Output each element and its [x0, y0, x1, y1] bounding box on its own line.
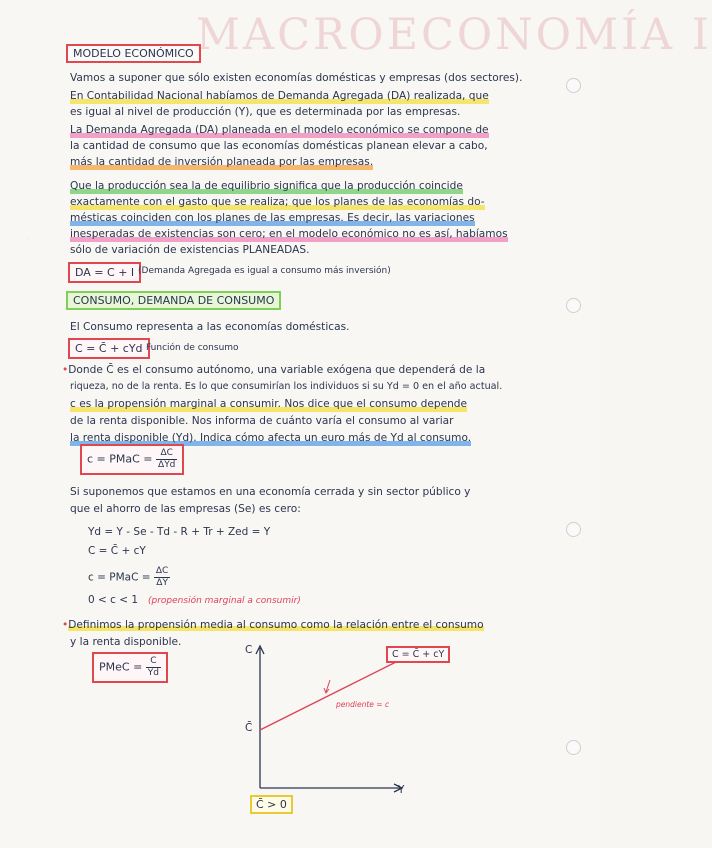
text-line: La Demanda Agregada (DA) planeada en el modelo económico se compone de	[70, 124, 489, 136]
text-line: sólo de variación de existencias PLANEADAS.	[70, 244, 310, 256]
text-line: inesperadas de existencias son cero; en el modelo económico no es así, habíamos	[70, 228, 508, 240]
text-line: es igual al nivel de producción (Y), que es determinada por las empresas.	[70, 106, 461, 118]
y-axis-label: C	[245, 644, 253, 656]
slope-label: pendiente = c	[336, 700, 390, 709]
fraction-numerator: C	[146, 656, 161, 668]
bullet-icon: •	[62, 364, 69, 376]
consumption-graph	[230, 640, 430, 800]
text-line: riqueza, no de la renta. Es lo que consumirían los individuos si su Yd = 0 en el año actual.	[70, 381, 503, 392]
consumption-line	[260, 662, 396, 730]
text-line: y la renta disponible.	[70, 636, 182, 648]
text-line: c es la propensión marginal a consumir. Nos dice que el consumo depende	[70, 398, 468, 410]
fraction-numerator: ΔC	[156, 448, 177, 460]
binder-hole	[566, 298, 581, 313]
formula-pmec: PMeC = $\frac{C}{Yd}$	[92, 652, 168, 683]
formula-consumption-function: C = C̄ + cYd	[68, 338, 150, 359]
formula-note: (Demanda Agregada es igual a consumo más inversión)	[138, 266, 391, 276]
text-line: más la cantidad de inversión planeada por las empresas.	[70, 156, 374, 168]
formula-pmac: c = PMaC = $\frac{\Delta C}{\text{ΔYd}}$	[80, 444, 184, 475]
fraction-denominator: ΔY	[156, 578, 168, 588]
text-line: mésticas coinciden con los planes de las empresas. Es decir, las variaciones	[70, 212, 475, 224]
condition-box: C̄ > 0	[250, 795, 293, 814]
binder-hole	[566, 740, 581, 755]
graph-line-label: C = C̄ + cY	[386, 646, 450, 663]
text-line: que el ahorro de las empresas (Se) es cero:	[70, 503, 301, 515]
formula-note: Función de consumo	[146, 343, 239, 353]
binder-hole	[566, 78, 581, 93]
fraction-numerator: ΔC	[155, 566, 169, 576]
section-heading-modelo: MODELO ECONÓMICO	[66, 44, 201, 63]
equation-disposable-income: Yd = Y - Se - Td - R + Tr + Zed = Y	[88, 526, 271, 538]
text-line: •Donde C̄ es el consumo autónomo, una variable exógena que dependerá de la	[62, 364, 486, 376]
text-line: El Consumo representa a las economías domésticas.	[70, 321, 350, 333]
text-line: Si suponemos que estamos en una economía cerrada y sin sector público y	[70, 486, 471, 498]
equation-range: 0 < c < 1	[88, 594, 139, 606]
text-line: la renta disponible (Yd). Indica cómo afecta un euro más de Yd al consumo.	[70, 432, 472, 444]
text-line: la cantidad de consumo que las economías domésticas planean elevar a cabo,	[70, 140, 488, 152]
text-line: Que la producción sea la de equilibrio significa que la producción coincide	[70, 180, 463, 192]
watermark-title: MACROECONOMÍA I	[196, 10, 712, 60]
text-line: Vamos a suponer que sólo existen economías domésticas y empresas (dos sectores).	[70, 72, 523, 84]
x-axis-label: Y	[398, 784, 405, 796]
equation-consumption: C = C̄ + cY	[88, 545, 146, 557]
equation-pmac: c = PMaC = $\frac{\Delta C}{\Delta Y}$	[88, 566, 169, 588]
section-heading-consumo: CONSUMO, DEMANDA DE CONSUMO	[66, 291, 281, 310]
text-line: En Contabilidad Nacional habíamos de Demanda Agregada (DA) realizada, que	[70, 90, 489, 102]
formula-da: DA = C + I	[68, 262, 141, 283]
equation-note: (propensión marginal a consumir)	[148, 596, 301, 606]
intercept-label: C̄	[245, 722, 253, 734]
text-line: exactamente con el gasto que se realiza; que los planes de las economías do-	[70, 196, 485, 208]
text-line: de la renta disponible. Nos informa de cuánto varía el consumo al variar	[70, 415, 454, 427]
fraction-denominator: ΔYd	[158, 460, 176, 470]
text-line: •Definimos la propensión media al consumo como la relación entre el consumo	[62, 619, 484, 631]
bullet-icon: •	[62, 619, 69, 631]
faint-bleed-text: ·	[26, 236, 29, 246]
fraction-denominator: Yd	[147, 668, 160, 678]
binder-hole	[566, 522, 581, 537]
